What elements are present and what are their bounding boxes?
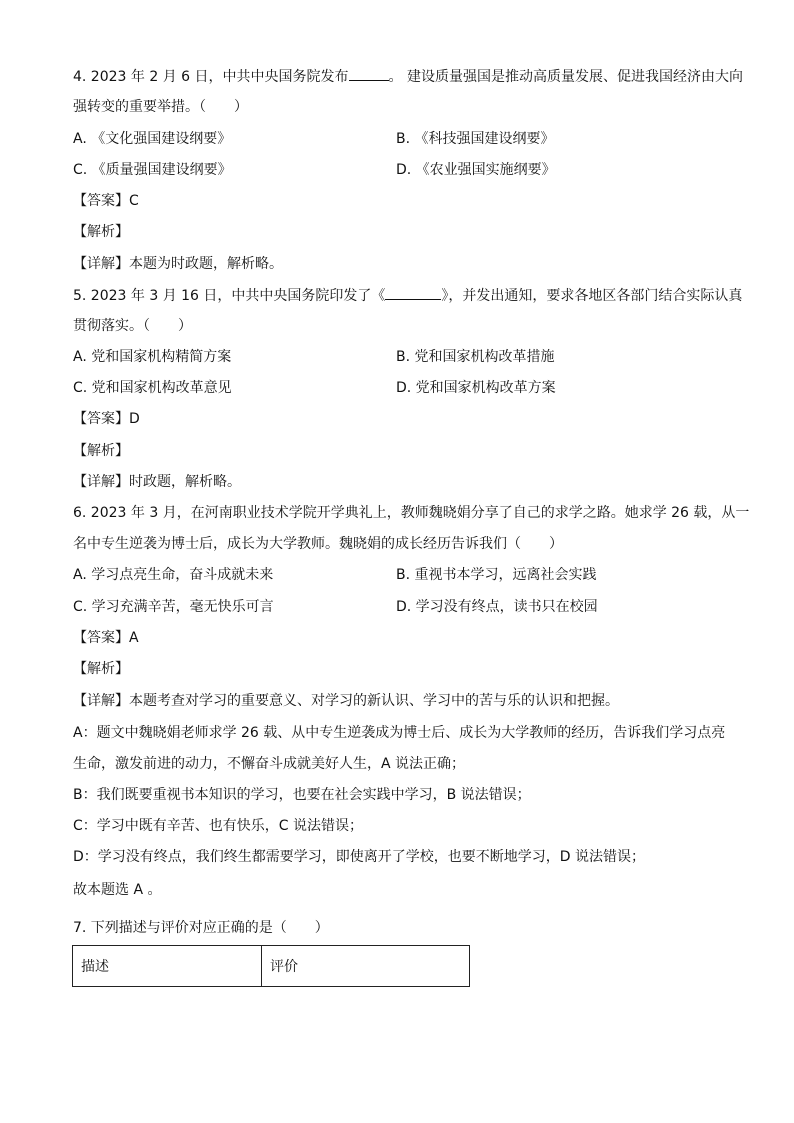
q7-header-evaluation: 评价 [262,946,470,987]
q6-option-d: D. 学习没有终点，读书只在校园 [396,599,598,615]
q7-stem: 7. 下列描述与评价对应正确的是（ ） [73,920,329,936]
q4-stem-line-2: 强转变的重要举措。（ ） [73,99,248,115]
q6-detail: 【详解】本题考查对学习的重要意义、对学习的新认识、学习中的苦与乐的认识和把握。 [73,693,619,709]
q4-answer: 【答案】C [73,193,139,209]
q6-explanation-a-line-2: 生命，激发前进的动力，不懈奋斗成就美好人生，A 说法正确； [73,756,466,772]
q7-table [72,945,470,987]
q5-option-b: B. 党和国家机构改革措施 [396,349,555,365]
q6-option-a: A. 学习点亮生命，奋斗成就未来 [73,567,274,583]
q4-stem-part-b: 。 建设质量强国是推动高质量发展、促进我国经济由大向 [388,69,743,85]
q6-explanation-a-line-1: A：题文中魏晓娟老师求学 26 载、从中专生逆袭成为博士后、成长为大学教师的经历，告诉我们学习点亮 [73,725,726,741]
q6-explanation-b: B：我们既要重视书本知识的学习，也要在社会实践中学习，B 说法错误； [73,787,531,803]
q6-stem-line-1: 6. 2023 年 3 月，在河南职业技术学院开学典礼上，教师魏晓娟分享了自己的求学之路。她求学 26 载，从一 [73,505,750,521]
q6-option-c: C. 学习充满辛苦，毫无快乐可言 [73,599,274,615]
q6-option-b: B. 重视书本学习，远离社会实践 [396,567,597,583]
q6-answer: 【答案】A [73,630,139,646]
q5-answer: 【答案】D [73,411,140,427]
q5-analysis-label: 【解析】 [73,443,129,459]
q4-detail: 【详解】本题为时政题，解析略。 [73,256,283,272]
q5-option-c: C. 党和国家机构改革意见 [73,380,232,396]
q6-analysis-label: 【解析】 [73,661,129,677]
q6-stem-line-2: 名中专生逆袭为博士后，成长为大学教师。魏晓娟的成长经历告诉我们（ ） [73,536,563,552]
q5-option-a: A. 党和国家机构精简方案 [73,349,232,365]
q4-option-d: D. 《农业强国实施纲要》 [396,162,556,178]
q4-blank [349,67,389,81]
q4-stem-part-a: 4. 2023 年 2 月 6 日，中共中央国务院发布 [73,69,349,85]
q7-header-description: 描述 [73,946,262,987]
q5-stem-part-a: 5. 2023 年 3 月 16 日，中共中央国务院印发了《 [73,288,386,304]
table-row [73,946,470,987]
q5-stem-line-2: 贯彻落实。（ ） [73,318,192,334]
q4-option-c: C. 《质量强国建设纲要》 [73,162,232,178]
q6-conclusion: 故本题选 A 。 [73,882,162,898]
q5-detail: 【详解】时政题，解析略。 [73,474,241,490]
q4-analysis-label: 【解析】 [73,224,129,240]
q5-stem-part-b: 》，并发出通知，要求各地区各部门结合实际认真 [441,288,743,304]
q4-stem-line-1 [73,67,743,86]
q6-explanation-c: C：学习中既有辛苦、也有快乐，C 说法错误； [73,818,363,834]
q5-stem-line-1 [73,286,742,305]
q5-blank [385,286,441,300]
q4-option-b: B. 《科技强国建设纲要》 [396,131,555,147]
q5-option-d: D. 党和国家机构改革方案 [396,380,556,396]
q6-explanation-d: D：学习没有终点，我们终生都需要学习，即使离开了学校，也要不断地学习，D 说法错误； [73,849,646,865]
q4-option-a: A. 《文化强国建设纲要》 [73,131,232,147]
